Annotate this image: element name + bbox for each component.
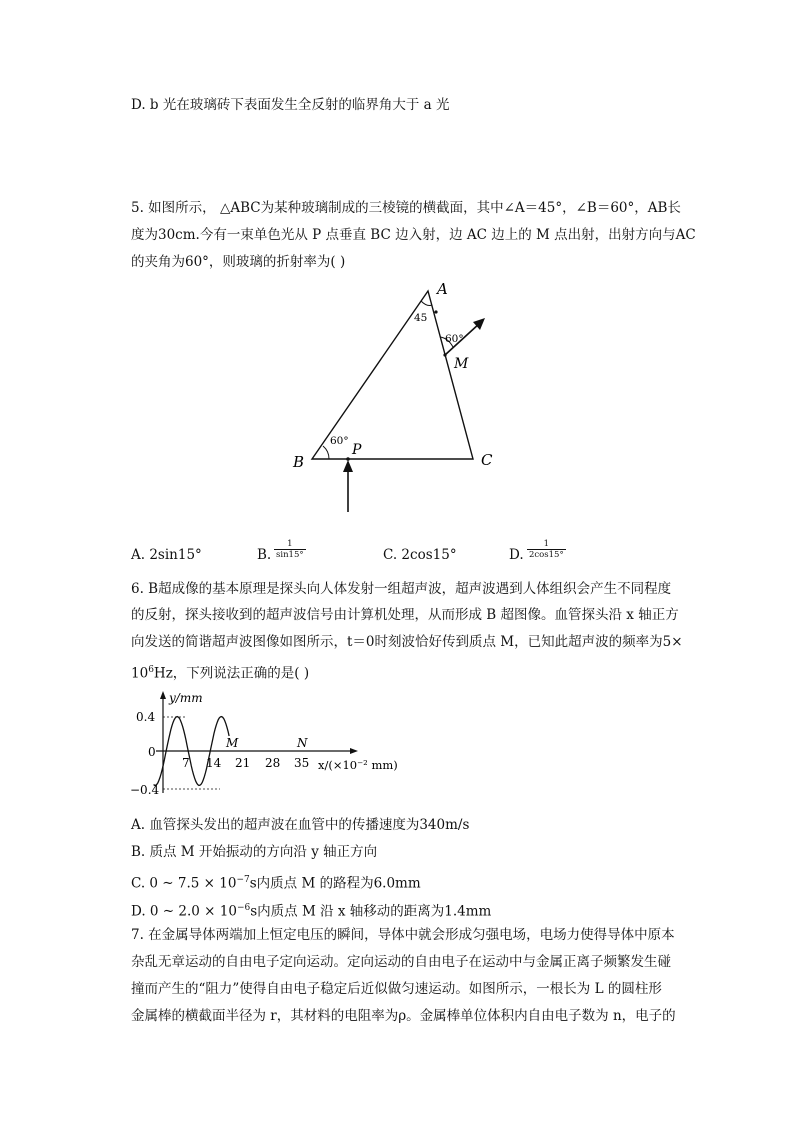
fraction-numerator: 1 bbox=[287, 539, 293, 549]
q6-stem-line3: 向发送的简谐超声波图像如图所示，t＝0时刻波恰好传到质点 M，已知此超声波的频率为5× bbox=[131, 634, 683, 650]
angle-b-label: 60° bbox=[330, 435, 349, 447]
ytick-0.4: 0.4 bbox=[136, 710, 156, 724]
q6-stem-line2: 的反射，探头接收到的超声波信号由计算机处理，从而形成 B 超图像。血管探头沿 x 轴正方 bbox=[131, 607, 679, 623]
xtick-14: 14 bbox=[206, 756, 222, 770]
point-m-label: M bbox=[226, 736, 239, 750]
wave-figure bbox=[128, 688, 408, 800]
q6-option-a: A. 血管探头发出的超声波在血管中的传播速度为340m/s bbox=[131, 817, 470, 833]
q5-option-b-fraction bbox=[274, 539, 306, 560]
q5-option-d-label: D. bbox=[509, 547, 524, 563]
label-c: C bbox=[481, 451, 493, 469]
q6-option-d: D. 0 ~ $2.0 \times 10^{-6}s$内质点 M 沿 x 轴移动的距离为1.4mm bbox=[131, 903, 492, 920]
x-axis-label: x/(×10⁻² mm) bbox=[318, 758, 398, 772]
label-m: M bbox=[454, 356, 469, 372]
prism-figure bbox=[285, 274, 505, 519]
q7-stem-line3: 撞而产生的“阻力”使得自由电子稳定后近似做匀速运动。如图所示，一根长为 L 的圆柱形 bbox=[131, 981, 662, 997]
q4-option-d: D. b 光在玻璃砖下表面发生全反射的临界角大于 a 光 bbox=[131, 97, 450, 113]
incident-arrowhead bbox=[343, 460, 353, 472]
xtick-21: 21 bbox=[235, 756, 251, 770]
xtick-7: 7 bbox=[182, 756, 190, 770]
angle-m-label: 60° bbox=[445, 333, 464, 345]
angle-b-arc bbox=[323, 446, 329, 459]
q5-option-d-fraction bbox=[527, 539, 566, 560]
x-axis-arrow bbox=[350, 748, 358, 754]
q6-stem-line4: $10^6Hz$，下列说法正确的是( ) bbox=[131, 665, 310, 682]
label-p: P bbox=[352, 442, 362, 458]
label-a: A bbox=[437, 280, 448, 298]
q5-stem-line3: 的夹角为60°，则玻璃的折射率为( ) bbox=[131, 254, 346, 270]
q7-stem-line4: 金属棒的横截面半径为 r，其材料的电阻率为ρ。金属棒单位体积内自由电子数为 n，电子的 bbox=[131, 1008, 676, 1024]
fraction-numerator: 1 bbox=[543, 539, 550, 549]
fraction-denominator: 2cos15° bbox=[529, 550, 564, 560]
q5-stem-line1: 5. 如图所示， △ABC为某种玻璃制成的三棱镜的横截面，其中∠A＝45°，∠B＝60°，AB长 bbox=[131, 200, 681, 216]
q6-option-b: B. 质点 M 开始振动的方向沿 y 轴正方向 bbox=[131, 844, 378, 860]
y-axis-label: y/mm bbox=[169, 691, 203, 705]
fraction-denominator: sin15° bbox=[276, 550, 304, 560]
point-n-label: N bbox=[297, 736, 308, 750]
q6-option-c: C. 0 ~ $7.5 \times 10^{-7}s$内质点 M 的路程为6.0mm bbox=[131, 875, 421, 892]
q5-option-c: C. 2cos15° bbox=[383, 547, 457, 563]
angle-a-label: 45 bbox=[414, 312, 428, 324]
ytick-0: 0 bbox=[148, 745, 156, 759]
xtick-35: 35 bbox=[294, 756, 310, 770]
q5-option-a: A. 2sin15° bbox=[131, 547, 202, 563]
q5-stem-line2: 度为30cm.今有一束单色光从 P 点垂直 BC 边入射，边 AC 边上的 M 点出射，出射方向与AC bbox=[131, 227, 696, 243]
q7-stem-line1: 7. 在金属导体两端加上恒定电压的瞬间，导体中就会形成匀强电场，电场力使得导体中原本 bbox=[131, 927, 675, 943]
y-axis-arrow bbox=[160, 691, 166, 699]
prism-triangle bbox=[312, 291, 473, 459]
q6-stem-line1: 6. B超成像的基本原理是探头向人体发射一组超声波，超声波遇到人体组织会产生不同程度 bbox=[131, 581, 672, 597]
ytick--0.4: −0.4 bbox=[130, 783, 160, 797]
label-b: B bbox=[293, 453, 305, 471]
q7-stem-line2: 杂乱无章运动的自由电子定向运动。定向运动的自由电子在运动中与金属正离子频繁发生碰 bbox=[131, 954, 671, 970]
xtick-28: 28 bbox=[265, 756, 281, 770]
q5-option-b-label: B. bbox=[257, 547, 272, 563]
